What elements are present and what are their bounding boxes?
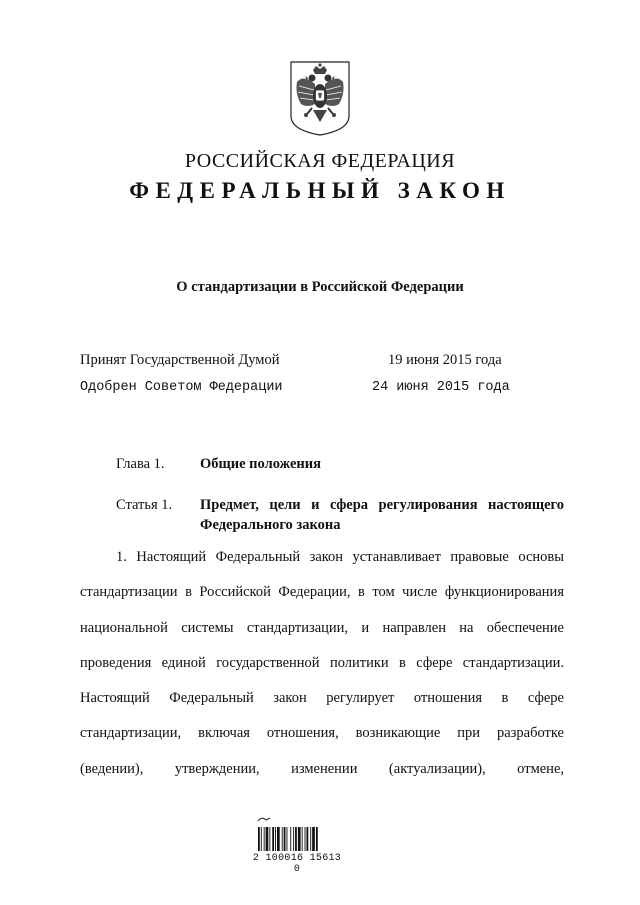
law-title: О стандартизации в Российской Федерации	[176, 279, 464, 295]
body-text-line: проведения единой государственной политики в сфере стандартизации.	[80, 655, 564, 671]
body-text-line: (ведении), утверждении, изменении (актуализации), отмене,	[80, 761, 564, 777]
adoption-council-date: 24 июня 2015 года	[372, 380, 510, 395]
body-text-line: 1. Настоящий Федеральный закон устанавливает правовые основы	[116, 549, 564, 565]
coat-of-arms-icon	[285, 60, 355, 136]
body-text-line: стандартизации, включая отношения, возникающие при разработке	[80, 725, 564, 741]
chapter-title: Общие положения	[200, 456, 321, 472]
article-title-line: Федерального закона	[200, 517, 341, 533]
country-name: РОССИЙСКАЯ ФЕДЕРАЦИЯ	[184, 150, 456, 172]
body-text-line: Настоящий Федеральный закон регулирует отношения в сфере	[80, 690, 564, 706]
adoption-duma-label: Принят Государственной Думой	[80, 352, 280, 368]
adoption-duma-date: 19 июня 2015 года	[388, 352, 502, 368]
article-label: Статья 1.	[116, 497, 173, 513]
body-text-line: стандартизации в Российской Федерации, в том числе функционирования	[80, 584, 564, 600]
body-text-line: национальной системы стандартизации, и направлен на обеспечение	[80, 620, 564, 636]
adoption-council-label: Одобрен Советом Федерации	[80, 380, 283, 395]
chapter-label: Глава 1.	[116, 456, 165, 472]
article-title-line: Предмет, цели и сфера регулирования настоящего	[200, 497, 564, 513]
law-type-heading: ФЕДЕРАЛЬНЫЙ ЗАКОН	[129, 178, 511, 203]
barcode-number: 2 100016 15613 0	[252, 853, 342, 875]
